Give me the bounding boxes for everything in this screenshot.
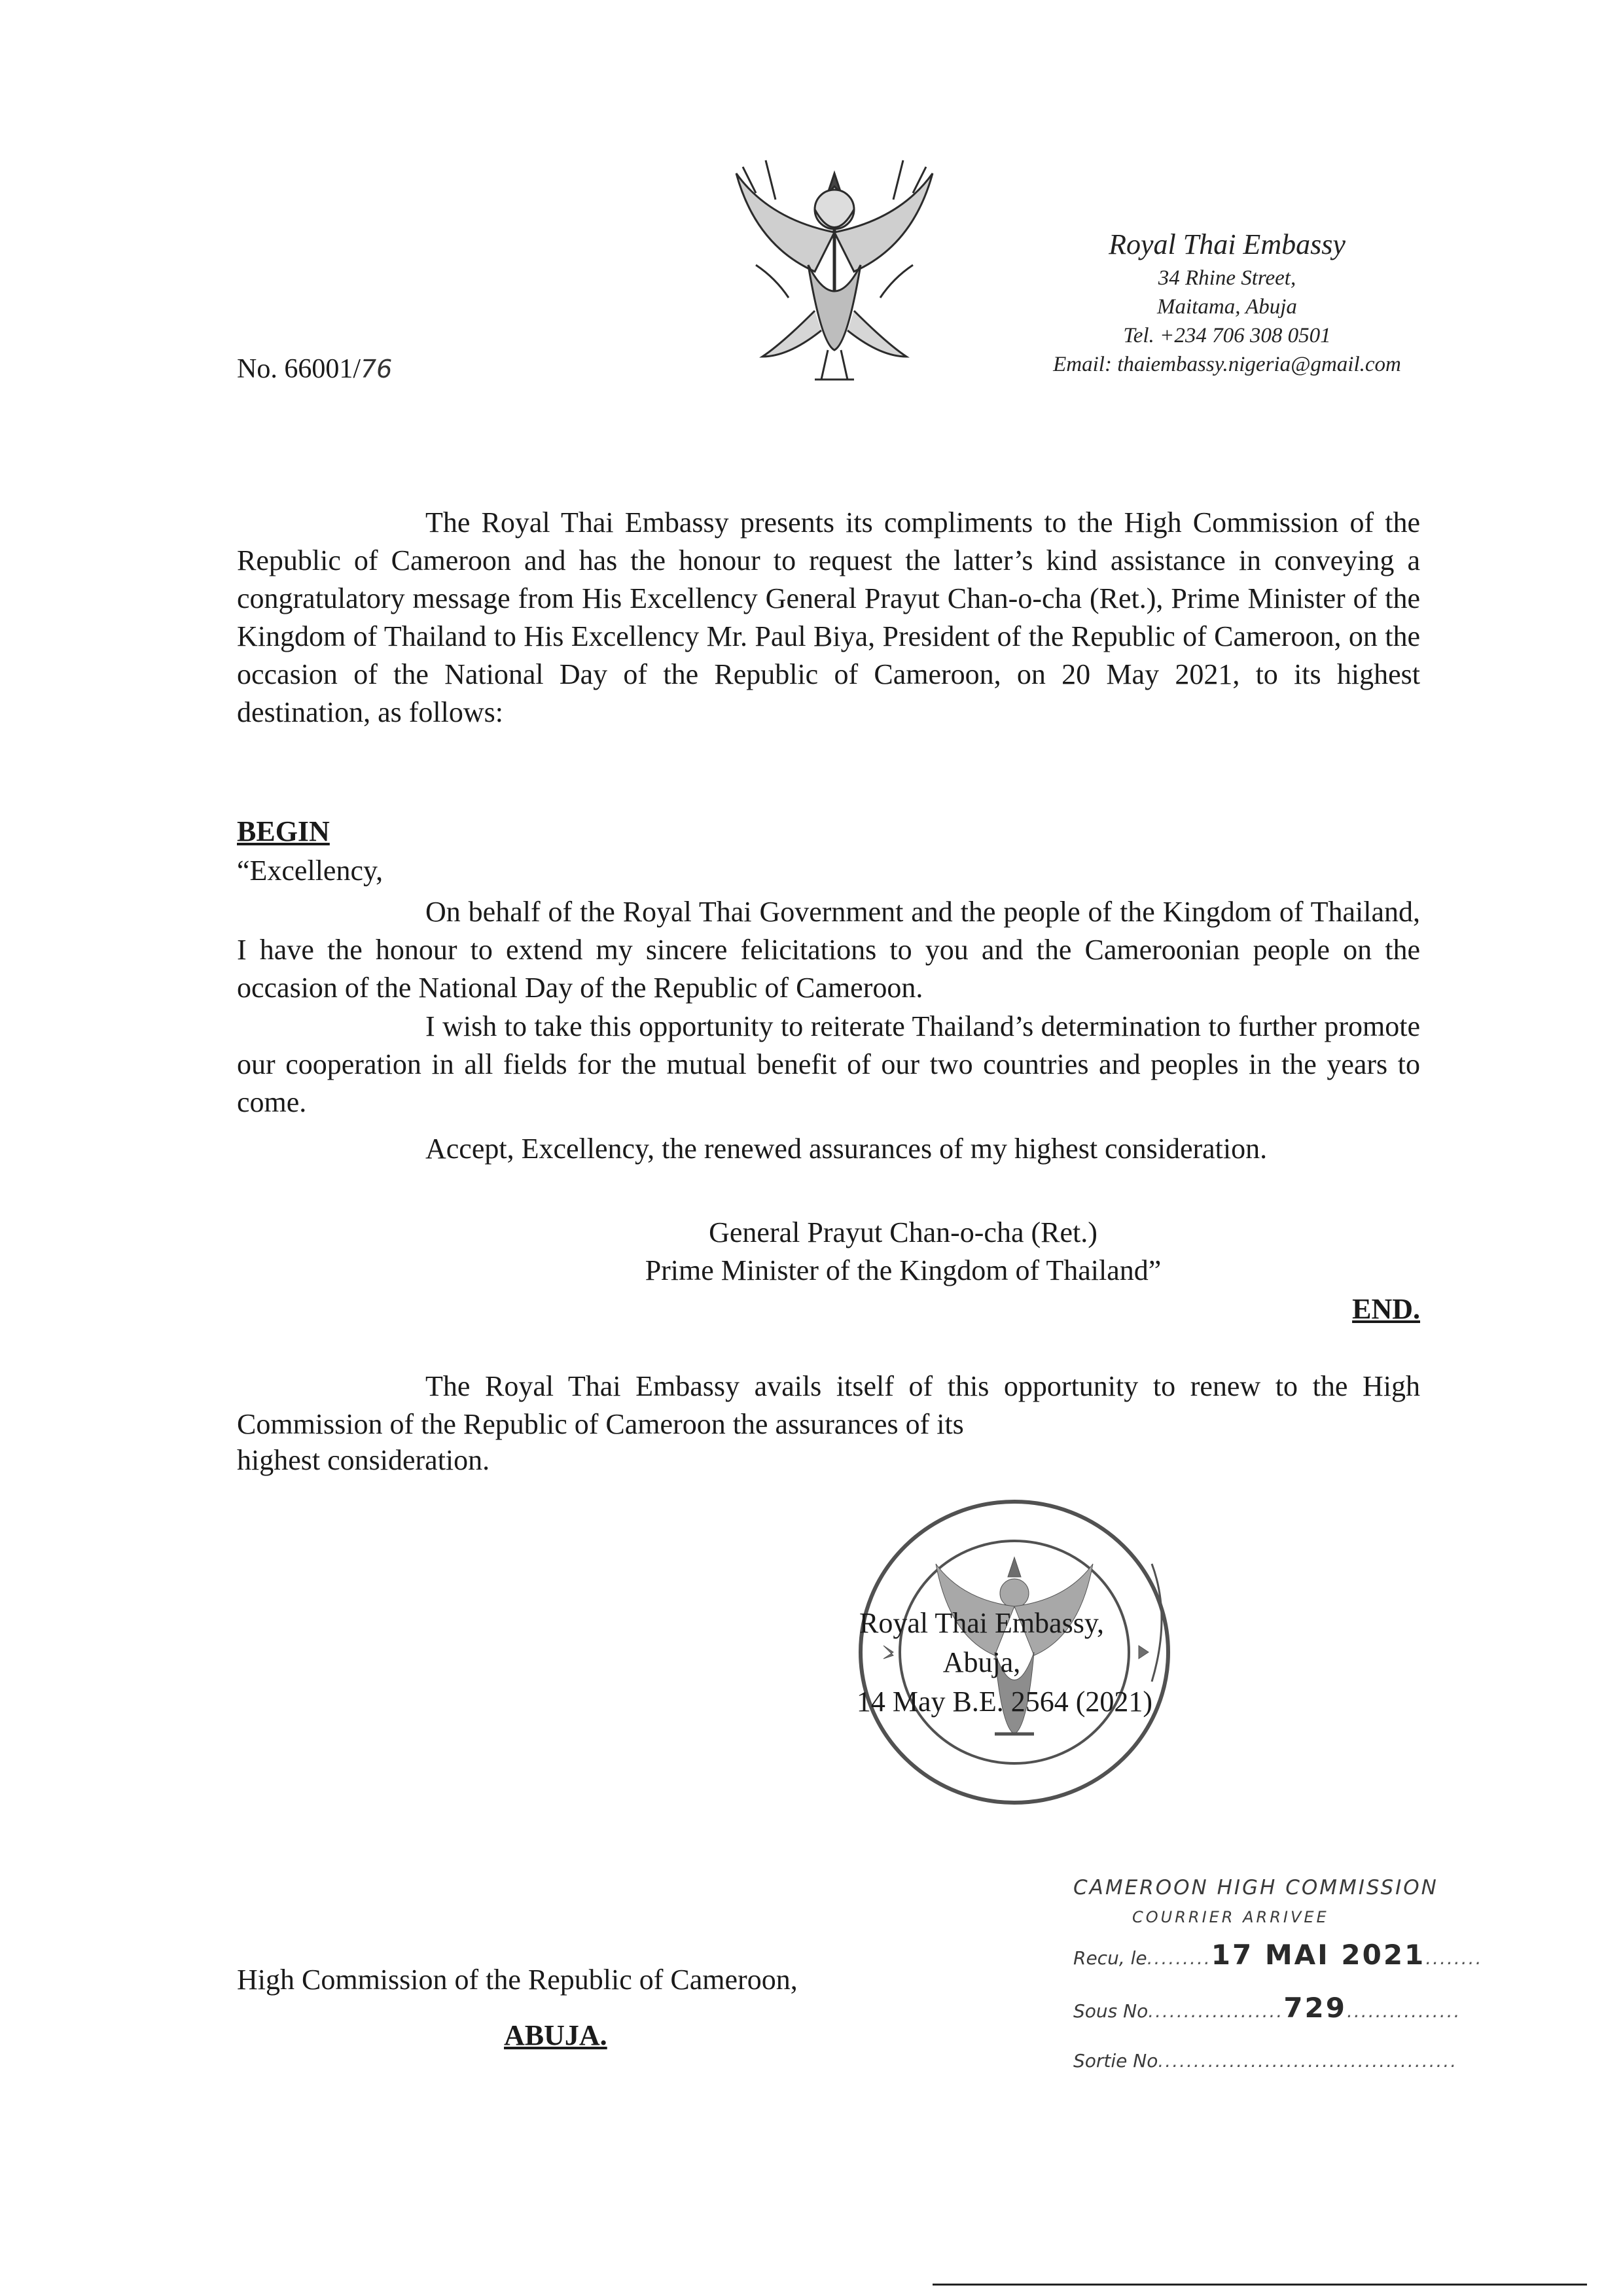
closing-paragraph: The Royal Thai Embassy avails itself of this opportunity to renew to the High Commission of the Republic of Cameroon the assurances of its	[237, 1370, 1420, 1440]
receipt-sortie-label: Sortie No	[1073, 2050, 1158, 2072]
signature-date: 14 May B.E. 2564 (2021)	[856, 1686, 1153, 1718]
letterhead-tel: Tel. +234 706 308 0501	[1123, 324, 1331, 347]
signature-line-1: Royal Thai Embassy,	[859, 1607, 1104, 1639]
signer-title: Prime Minister of the Kingdom of Thailand”	[645, 1254, 1162, 1286]
signer-name: General Prayut Chan-o-cha (Ret.)	[709, 1216, 1097, 1248]
letterhead-district: Maitama, Abuja	[1157, 295, 1297, 319]
message-paragraph-2: I wish to take this opportunity to reiterate Thailand’s determination to further promote our cooperation in all fields for the mutual benefit of our two countries and peoples in the years to come.	[237, 1010, 1420, 1118]
reference-handwritten: 76	[361, 355, 393, 383]
receipt-recu-row: Recu, le.........17 MAI 2021........	[1073, 1939, 1483, 1971]
letterhead-name: Royal Thai Embassy	[1109, 228, 1346, 260]
message-signer	[563, 1214, 1243, 1290]
receipt-stamp-title: CAMEROON HIGH COMMISSION	[1073, 1876, 1438, 1899]
receipt-recu-value: 17 MAI 2021	[1211, 1939, 1426, 1971]
addressee-name: High Commission of the Republic of Cameroon,	[237, 1964, 798, 1996]
receipt-recu-label: Recu, le	[1073, 1947, 1147, 1969]
receipt-sous-label: Sous No	[1073, 2000, 1149, 2022]
letterhead-street: 34 Rhine Street,	[1158, 266, 1296, 290]
receipt-stamp	[1073, 1871, 1531, 2086]
signature-line-2: Abuja,	[942, 1646, 1021, 1678]
message-paragraph-1: On behalf of the Royal Thai Government and the people of the Kingdom of Thailand, I have the honour to extend my sincere felicitations to you and the Cameroonian people on the occasion of the National Day of the Republic of Cameroon.	[237, 896, 1420, 1004]
receipt-sous-row: Sous No...................729................	[1073, 1992, 1461, 2024]
bottom-rule	[933, 2284, 1587, 2286]
begin-marker: BEGIN	[237, 815, 330, 847]
closing-paragraph-last-line: highest consideration.	[237, 1444, 490, 1476]
reference-number	[237, 353, 392, 385]
receipt-sortie-row: Sortie No..........................................	[1073, 2050, 1458, 2072]
receipt-stamp-subtitle: COURRIER ARRIVEE	[1132, 1908, 1329, 1926]
letterhead	[982, 226, 1472, 379]
end-marker: END.	[1352, 1293, 1420, 1325]
reference-prefix: No. 66001/	[237, 354, 361, 384]
letterhead-email: Email: thaiembassy.nigeria@gmail.com	[1053, 353, 1401, 376]
intro-paragraph: The Royal Thai Embassy presents its compliments to the High Commission of the Republic of Cameroon and has the honour to request the latter’s kind assistance in conveying a congratulatory message from His Excellency General Prayut Chan-o-cha (Ret.), Prime Minister of the Kingdom of Thailand to His Excellency Mr. Paul Biya, President of the Republic of Cameroon, on the occasion of the National Day of the Republic of Cameroon, on 20 May 2021, to its highest destination, as follows:	[237, 506, 1420, 728]
salutation: “Excellency,	[237, 855, 383, 887]
message-paragraph-3: Accept, Excellency, the renewed assurances of my highest consideration.	[425, 1133, 1268, 1165]
addressee-city: ABUJA.	[504, 2019, 607, 2051]
garuda-emblem	[717, 147, 952, 393]
receipt-sous-value: 729	[1283, 1992, 1347, 2024]
